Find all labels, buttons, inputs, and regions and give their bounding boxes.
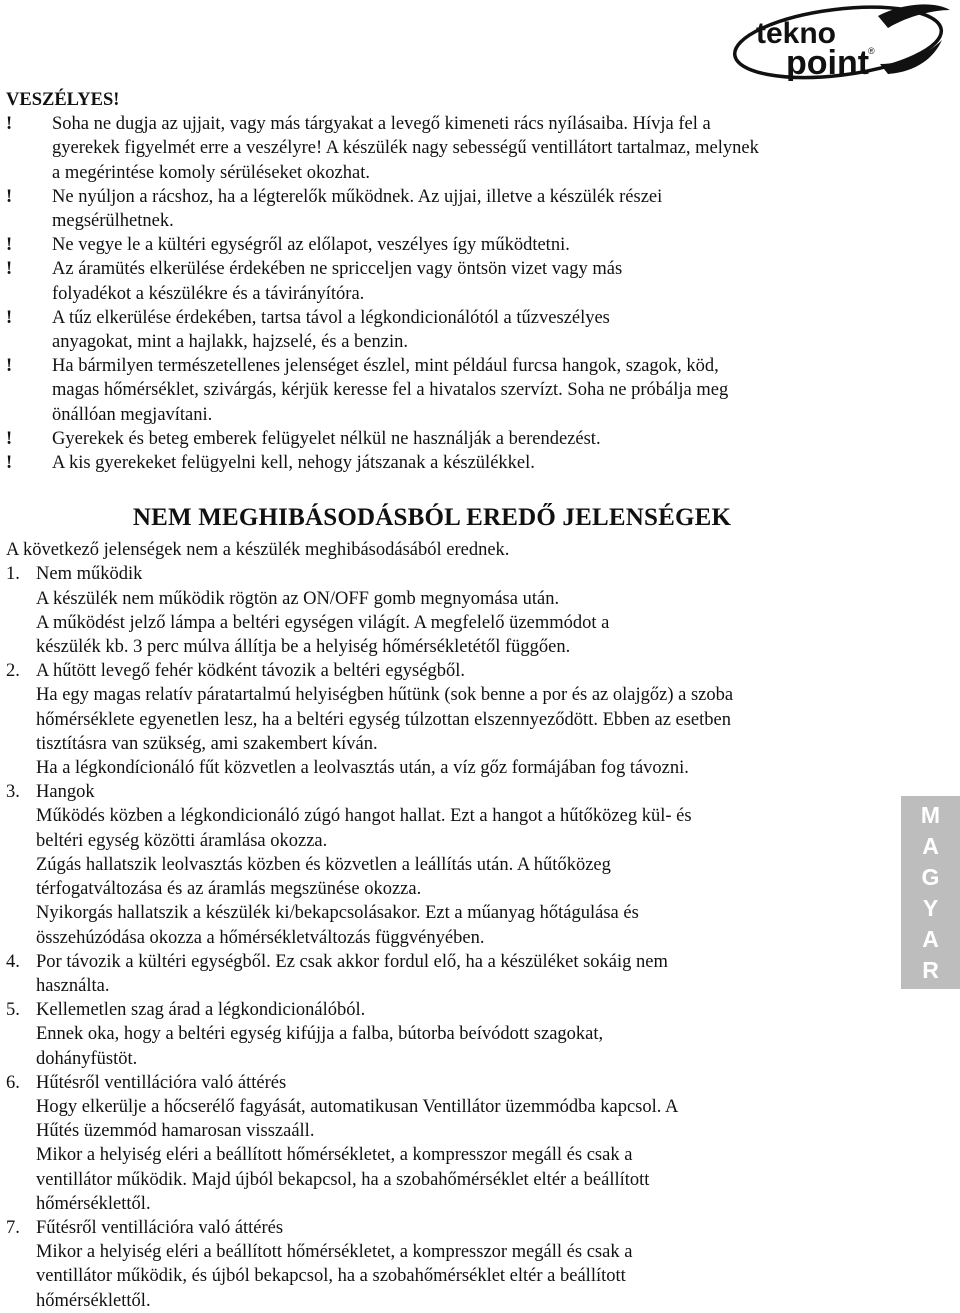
exclamation-bullet: ! — [6, 114, 13, 135]
warning-item — [6, 427, 858, 451]
item-title-text: használta. — [36, 975, 110, 996]
item-paragraph — [36, 611, 858, 659]
text-line: hőmérséklettől. — [36, 1193, 151, 1214]
item-paragraph — [36, 1022, 858, 1070]
text-line: Ne vegye le a kültéri egységről az előlapot, veszélyes így működtetni. — [52, 235, 570, 256]
item-title — [36, 1216, 858, 1240]
item-title-text: Kellemetlen szag árad a légkondicionálóból. — [36, 1000, 366, 1021]
item-paragraph — [36, 804, 858, 852]
text-line: magas hőmérséklet, szivárgás, kérjük keresse fel a hivatalos szervízt. Soha ne próbálja meg — [52, 380, 729, 401]
text-line: Működés közben a légkondicionáló zúgó hangot hallat. Ezt a hangot a hűtőközeg kül- és — [36, 806, 692, 827]
item-paragraph — [36, 1095, 858, 1143]
item-title-text: Hűtésről ventillációra való áttérés — [36, 1072, 287, 1093]
text-line: Hűtés üzemmód hamarosan visszaáll. — [36, 1121, 315, 1142]
item-title-text: Fűtésről ventillációra való áttérés — [36, 1217, 284, 1238]
item-number: 1. — [6, 564, 20, 585]
warning-list — [6, 112, 858, 475]
item-title — [36, 659, 858, 683]
warning-item — [6, 354, 858, 427]
text-line: megsérülhetnek. — [52, 211, 174, 232]
tab-letter: R — [922, 956, 939, 983]
text-line: A tűz elkerülése érdekében, tartsa távol a légkondicionálótól a tűzveszélyes — [52, 307, 610, 328]
text-line: Zúgás hallatszik leolvasztás közben és közvetlen a leállítás után. A hűtőközeg — [36, 854, 611, 875]
section-intro: A következő jelenségek nem a készülék meghibásodásából erednek. — [6, 540, 510, 561]
text-line: A kis gyerekeket felügyelni kell, nehogy játszanak a készülékkel. — [52, 453, 535, 474]
phenomenon-item — [6, 780, 858, 949]
text-line: Mikor a helyiség eléri a beállított hőmérsékletet, a kompresszor megáll és csak a — [36, 1145, 633, 1166]
warning-item — [6, 306, 858, 354]
text-line: Soha ne dugja az ujjait, vagy más tárgyakat a levegő kimeneti rács nyílásaiba. Hívja fel a — [52, 114, 711, 135]
text-line: anyagokat, mint a hajlakk, hajzselé, és a benzin. — [52, 332, 408, 353]
item-title — [36, 950, 858, 998]
text-line: gyerekek figyelmét erre a veszélyre! A készülék nagy sebességű ventillátort tartalmaz, melynek — [52, 138, 759, 159]
tab-letter: G — [921, 863, 940, 890]
item-number: 3. — [6, 782, 20, 803]
item-paragraph — [36, 587, 858, 611]
tab-letter: Y — [922, 894, 939, 921]
item-number: 6. — [6, 1072, 20, 1093]
text-line: Ha a légkondícionáló fűt közvetlen a leolvasztás után, a víz gőz formájában fog távozni. — [36, 758, 689, 779]
exclamation-bullet: ! — [6, 453, 13, 474]
phenomenon-item — [6, 1071, 858, 1216]
warning-item — [6, 257, 858, 305]
exclamation-bullet: ! — [6, 186, 13, 207]
text-line: hőmérséklettől. — [36, 1290, 151, 1311]
item-title-text: Hangok — [36, 782, 95, 803]
item-paragraph — [36, 756, 858, 780]
text-line: Ha egy magas relatív páratartalmú helyiségben hűtünk (sok benne a por és az olajgőz) a szoba — [36, 685, 734, 706]
exclamation-bullet: ! — [6, 356, 13, 377]
text-line: Ennek oka, hogy a beltéri egység kifújja a falba, bútorba beívódott szagokat, — [36, 1024, 604, 1045]
item-paragraph — [36, 1240, 858, 1313]
tab-letter: A — [922, 925, 939, 952]
phenomenon-item — [6, 998, 858, 1071]
text-line: Ha bármilyen természetellenes jelenséget észlel, mint például furcsa hangok, szagok, köd, — [52, 356, 719, 377]
item-number: 5. — [6, 1000, 20, 1021]
text-line: Gyerekek és beteg emberek felügyelet nélkül ne használják a berendezést. — [52, 428, 601, 449]
section-heading: NEM MEGHIBÁSODÁSBÓL EREDŐ JELENSÉGEK — [132, 504, 732, 532]
item-paragraph — [36, 683, 858, 756]
item-title-text: Nem működik — [36, 564, 143, 585]
text-line: Nyikorgás hallatszik a készülék ki/bekapcsolásakor. Ezt a műanyag hőtágulása és — [36, 903, 639, 924]
item-paragraph — [36, 901, 858, 949]
phenomenon-item — [6, 659, 858, 780]
item-paragraph — [36, 853, 858, 901]
text-line: önállóan megjavítani. — [52, 404, 213, 425]
tab-letter: A — [922, 832, 939, 859]
text-line: készülék kb. 3 perc múlva állítja be a helyiség hőmérsékletétől függően. — [36, 637, 571, 658]
item-title — [36, 1071, 858, 1095]
item-title — [36, 780, 858, 804]
text-line: a megérintése komoly sérüléseket okozhat. — [52, 162, 370, 183]
warning-item — [6, 112, 858, 185]
warning-item — [6, 233, 858, 257]
item-title — [36, 562, 858, 586]
document-body — [6, 88, 858, 1313]
text-line: A működést jelző lámpa a beltéri egységen világít. A megfelelő üzemmódot a — [36, 612, 610, 633]
item-paragraph — [36, 1143, 858, 1216]
phenomenon-item — [6, 1216, 858, 1313]
item-title — [36, 998, 858, 1022]
item-number: 7. — [6, 1217, 20, 1238]
tab-letter: M — [920, 801, 941, 828]
text-line: térfogatváltozása és az áramlás megszünése okozza. — [36, 879, 422, 900]
warning-item — [6, 451, 858, 475]
item-title-text: A hűtött levegő fehér ködként távozik a beltéri egységből. — [36, 661, 465, 682]
item-number: 4. — [6, 951, 20, 972]
warning-title: VESZÉLYES! — [6, 90, 120, 110]
text-line: A készülék nem működik rögtön az ON/OFF gomb megnyomása után. — [36, 588, 560, 609]
text-line: Mikor a helyiség eléri a beállított hőmérsékletet, a kompresszor megáll és csak a — [36, 1242, 633, 1263]
item-title-text: Por távozik a kültéri egységből. Ez csak akkor fordul elő, ha a készüléket sokáig nem — [36, 951, 668, 972]
text-line: ventillátor működik, és újból bekapcsol, ha a szobahőmérséklet eltér a beállított — [36, 1266, 626, 1287]
tekno-point-logo — [728, 2, 954, 82]
text-line: beltéri egység közötti áramlása okozza. — [36, 830, 328, 851]
phenomenon-item — [6, 562, 858, 659]
item-number: 2. — [6, 661, 20, 682]
text-line: Ne nyúljon a rácshoz, ha a légterelők működnek. Az ujjai, illetve a készülék részei — [52, 186, 663, 207]
text-line: összehúzódása okozza a hőmérsékletváltozás függvényében. — [36, 927, 485, 948]
phenomena-list — [6, 562, 858, 1312]
phenomenon-item — [6, 950, 858, 998]
logo-text-point: point — [786, 44, 870, 82]
exclamation-bullet: ! — [6, 235, 13, 256]
exclamation-bullet: ! — [6, 259, 13, 280]
text-line: Hogy elkerülje a hőcserélő fagyását, automatikusan Ventillátor üzemmódba kapcsol. A — [36, 1096, 679, 1117]
exclamation-bullet: ! — [6, 428, 13, 449]
text-line: Az áramütés elkerülése érdekében ne spricceljen vagy öntsön vizet vagy más — [52, 259, 623, 280]
text-line: hőmérséklete egyenetlen lesz, ha a beltéri egység túlzottan elszennyeződött. Ebben az esetben — [36, 709, 731, 730]
text-line: ventillátor működik. Majd újból bekapcsol, ha a szobahőmérséklet eltér a beállított — [36, 1169, 650, 1190]
logo-registered-mark: ® — [868, 46, 875, 56]
logo-text-tekno: tekno — [756, 17, 837, 50]
language-tab-magyar — [901, 796, 960, 989]
text-line: folyadékot a készülékre és a távirányítóra. — [52, 283, 365, 304]
text-line: tisztításra van szükség, ami szakembert kíván. — [36, 733, 378, 754]
warning-item — [6, 185, 858, 233]
exclamation-bullet: ! — [6, 307, 13, 328]
text-line: dohányfüstöt. — [36, 1048, 138, 1069]
